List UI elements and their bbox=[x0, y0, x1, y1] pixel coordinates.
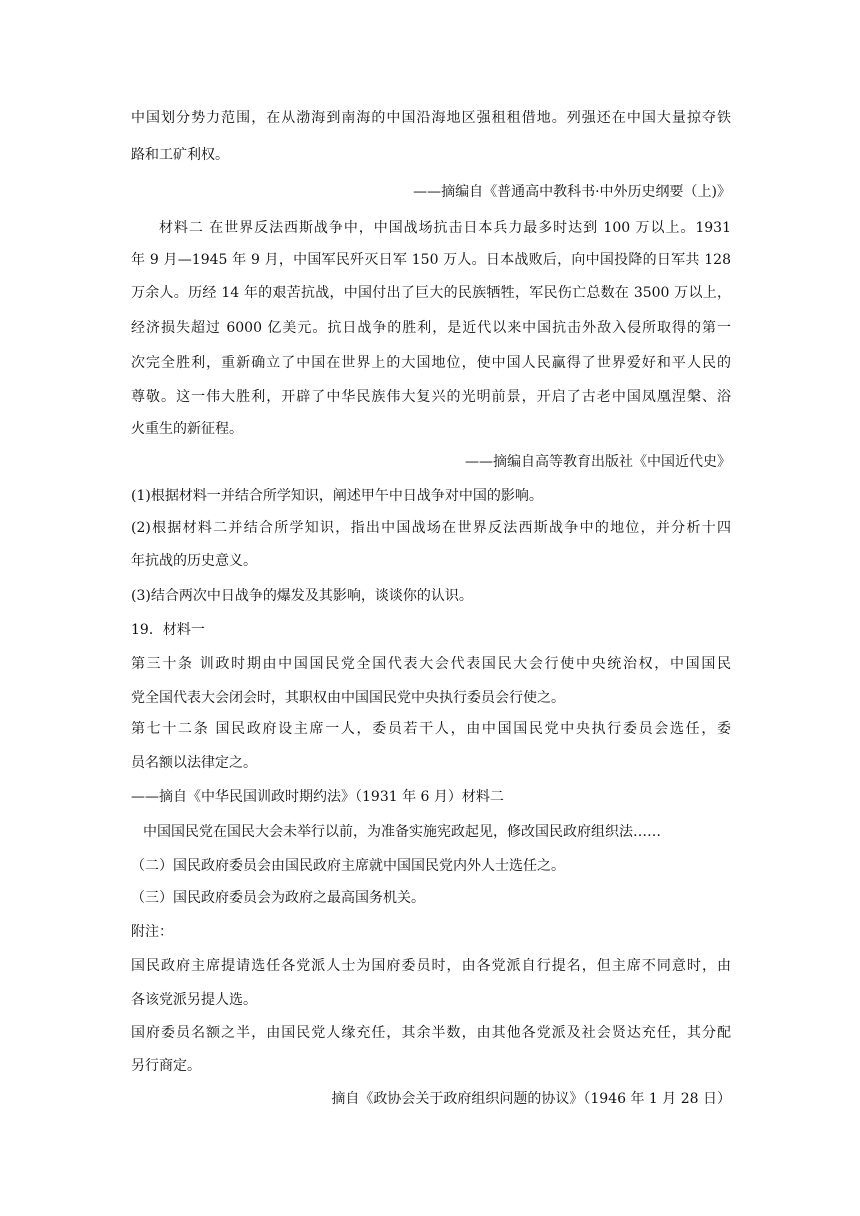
text-line: 国府委员名额之半，由国民党人缘充任，其余半数，由其他各党派及社会贤达充任，其分配 bbox=[131, 1025, 731, 1041]
article-72-line: 第七十二条 国民政府设主席一人，委员若干人，由中国国民党中央执行委员会选任，委 bbox=[131, 721, 731, 737]
text-line: 火重生的新征程。 bbox=[131, 421, 243, 437]
source-citation: ——摘编自高等教育出版社《中国近代史》 bbox=[465, 454, 731, 470]
question-1: (1)根据材料一并结合所学知识，阐述甲午中日战争对中国的影响。 bbox=[131, 488, 543, 504]
text-line: 中国划分势力范围，在从渤海到南海的中国沿海地区强租租借地。列强还在中国大量掠夺铁 bbox=[131, 110, 731, 126]
source-citation: 摘自《政协会关于政府组织问题的协议》（1946 年 1 月 28 日） bbox=[331, 1091, 731, 1107]
text-line: 中国国民党在国民大会未举行以前，为准备实施宪政起见，修改国民政府组织法…… bbox=[143, 824, 661, 840]
source-citation: ——摘编自《普通高中教科书·中外历史纲要（上)》 bbox=[413, 184, 731, 200]
article-30-line: 第三十条 训政时期由中国国民党全国代表大会代表国民大会行使中央统治权，中国国民 bbox=[131, 656, 731, 672]
clause-2: （二）国民政府委员会由国民政府主席就中国国民党内外人士选任之。 bbox=[131, 858, 565, 874]
text-line: 另行商定。 bbox=[131, 1058, 201, 1074]
text-line: 万余人。历经 14 年的艰苦抗战，中国付出了巨大的民族牺牲，军民伤亡总数在 3500 万以上， bbox=[131, 285, 731, 301]
question-19-heading: 19．材料一 bbox=[131, 622, 205, 638]
text-line: 次完全胜利，重新确立了中国在世界上的大国地位，使中国人民赢得了世界爱好和平人民的 bbox=[131, 355, 731, 371]
appendix-heading: 附注： bbox=[131, 924, 173, 940]
source-citation: ——摘自《中华民国训政时期约法》（1931 年 6 月）材料二 bbox=[131, 789, 504, 805]
clause-3: （三）国民政府委员会为政府之最高国务机关。 bbox=[131, 890, 425, 906]
question-2: (2)根据材料二并结合所学知识，指出中国战场在世界反法西斯战争中的地位，并分析十四 bbox=[131, 520, 731, 536]
material-two-heading-line: 材料二 在世界反法西斯战争中，中国战场抗击日本兵力最多时达到 100 万以上。1931 bbox=[159, 220, 731, 236]
text-line: 年抗战的历史意义。 bbox=[131, 553, 257, 569]
text-line: 经济损失超过 6000 亿美元。抗日战争的胜利，是近代以来中国抗击外敌入侵所取得的第一 bbox=[131, 320, 731, 336]
text-line: 员名额以法律定之。 bbox=[131, 755, 257, 771]
text-line: 路和工矿利权。 bbox=[131, 147, 229, 163]
text-line: 年 9 月—1945 年 9 月，中国军民歼灭日军 150 万人。日本战败后，向中国投降的日军共 128 bbox=[131, 252, 731, 268]
text-line: 党全国代表大会闭会时，其职权由中国国民党中央执行委员会行使之。 bbox=[131, 690, 565, 706]
text-line: 各该党派另提人选。 bbox=[131, 992, 257, 1008]
question-3: (3)结合两次中日战争的爆发及其影响，谈谈你的认识。 bbox=[131, 588, 473, 604]
text-line: 尊敬。这一伟大胜利，开辟了中华民族伟大复兴的光明前景，开启了古老中国凤凰涅槃、浴 bbox=[131, 389, 731, 405]
text-line: 国民政府主席提请选任各党派人士为国府委员时，由各党派自行提名，但主席不同意时，由 bbox=[131, 958, 731, 974]
